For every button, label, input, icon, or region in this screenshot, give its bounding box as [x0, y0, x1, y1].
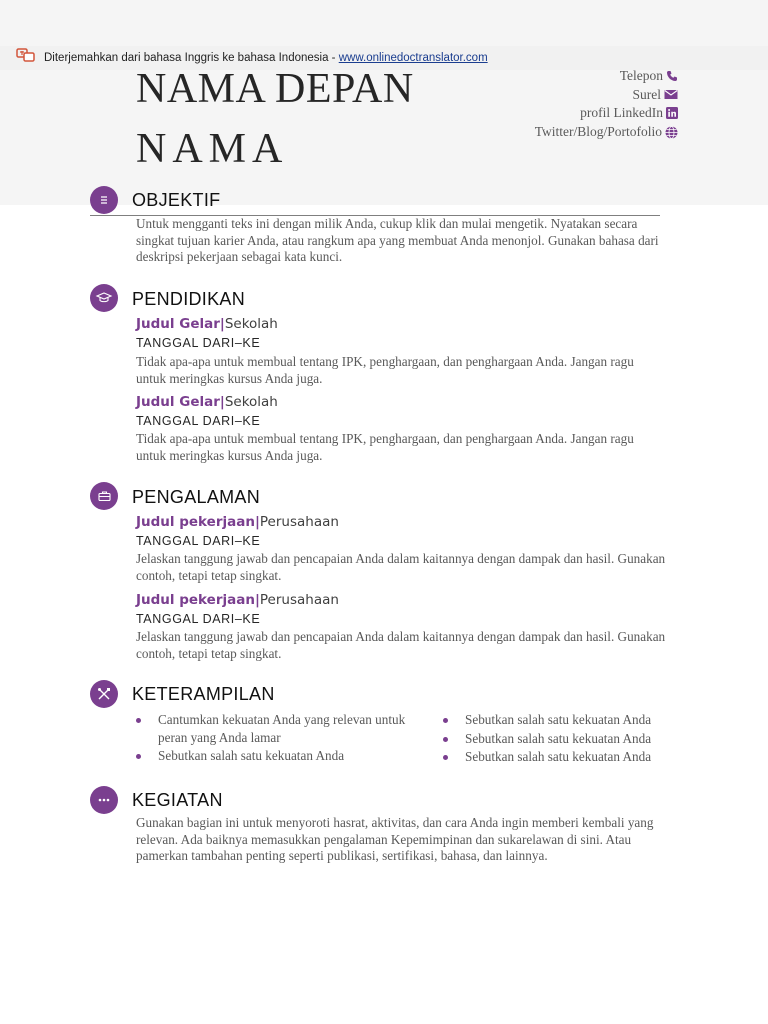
globe-icon	[665, 126, 678, 139]
education-entry-2-desc: Tidak apa-apa untuk membual tentang IPK, penghargaan, dan penghargaan Anda. Jangan ragu untuk meringkas kursus Anda juga.	[136, 431, 634, 463]
objective-text: Untuk mengganti teks ini dengan milik Anda, cukup klik dan mulai mengetik. Nyatakan secara singkat tujuan karier Anda, atau rangkum apa yang membuat Anda menonjol. Gunakan bahasa dari deskripsi pekerjaan sebagai kata kunci.	[136, 216, 659, 265]
education-entry-1-heading: Judul Gelar|Sekolah	[136, 316, 278, 332]
objective-title: OBJEKTIF	[132, 190, 221, 210]
contact-phone[interactable]	[535, 67, 678, 86]
full-name-line2: NAMA	[136, 126, 289, 172]
contact-website[interactable]	[534, 123, 678, 139]
bullet-icon	[443, 718, 448, 723]
briefcase-icon	[90, 482, 118, 510]
education-entry-2-heading: Judul Gelar|Sekolah	[136, 394, 278, 410]
skills-title: KETERAMPILAN	[132, 684, 275, 704]
education-entry-1-desc: Tidak apa-apa untuk membual tentang IPK, penghargaan, dan penghargaan Anda. Jangan ragu untuk meringkas kursus Anda juga.	[136, 354, 634, 386]
bullet-icon	[136, 718, 141, 723]
activities-title: KEGIATAN	[132, 790, 223, 810]
skill-item: Sebutkan salah satu kekuatan Anda	[136, 747, 406, 765]
skill-item: Sebutkan salah satu kekuatan Anda	[443, 730, 683, 748]
skills-right-column	[443, 711, 683, 767]
experience-entry-1-date: TANGGAL DARI–KE	[136, 534, 261, 548]
experience-entry-1-heading: Judul pekerjaan|Perusahaan	[136, 514, 339, 530]
contact-email[interactable]	[535, 86, 678, 105]
experience-title: PENGALAMAN	[132, 487, 261, 507]
company-name: Perusahaan	[259, 514, 339, 530]
bullet-icon	[443, 737, 448, 742]
website-label: Twitter/Blog/Portofolio	[534, 123, 662, 139]
phone-label: Telepon	[619, 68, 663, 83]
translation-text: Diterjemahkan dari bahasa Inggris ke bahasa Indonesia -	[44, 52, 339, 64]
ellipsis-icon	[90, 786, 118, 814]
job-title: Judul pekerjaan	[136, 592, 255, 608]
contact-block	[534, 67, 678, 139]
school-name: Sekolah	[224, 316, 278, 332]
full-name-line1: NAMA DEPAN	[136, 66, 414, 112]
job-title: Judul pekerjaan	[136, 514, 255, 530]
experience-entry-2-desc: Jelaskan tanggung jawab dan pencapaian Anda dalam kaitannya dengan dampak dan hasil. Gunakan contoh, tetapi tetap singkat.	[136, 629, 666, 661]
tools-icon	[90, 680, 118, 708]
company-name: Perusahaan	[259, 592, 339, 608]
contact-linkedin[interactable]	[535, 104, 678, 123]
linkedin-label: profil LinkedIn	[580, 105, 663, 120]
translate-icon	[16, 47, 36, 63]
translator-link[interactable]: www.onlinedoctranslator.com	[338, 52, 488, 64]
experience-entry-2-date: TANGGAL DARI–KE	[136, 612, 261, 626]
bullet-icon	[136, 754, 141, 759]
experience-entry-1-desc: Jelaskan tanggung jawab dan pencapaian Anda dalam kaitannya dengan dampak dan hasil. Gunakan contoh, tetapi tetap singkat.	[136, 551, 666, 583]
envelope-icon	[664, 89, 678, 100]
skill-item: Cantumkan kekuatan Anda yang relevan untuk peran yang Anda lamar	[136, 711, 406, 746]
graduation-cap-icon	[90, 284, 118, 312]
school-name: Sekolah	[224, 394, 278, 410]
email-label: Surel	[632, 86, 661, 102]
skills-left-column	[136, 711, 406, 766]
full-name-line2-clipped	[136, 122, 289, 172]
linkedin-icon	[666, 107, 678, 119]
skill-item: Sebutkan salah satu kekuatan Anda	[443, 748, 683, 766]
education-entry-2-date: TANGGAL DARI–KE	[136, 414, 261, 428]
degree-title: Judul Gelar	[136, 394, 220, 410]
activities-text: Gunakan bagian ini untuk menyoroti hasrat, aktivitas, dan cara Anda ingin memberi kembali yang relevan. Ada baiknya memasukkan pengalaman Kepemimpinan dan sukarelawan di sini. Atau pamerkan tambahan penting seperti publikasi, sertifikasi, bahasa, dan lainnya.	[136, 815, 654, 864]
skill-item: Sebutkan salah satu kekuatan Anda	[443, 711, 683, 729]
education-entry-1-date: TANGGAL DARI–KE	[136, 336, 261, 350]
experience-entry-2-heading: Judul pekerjaan|Perusahaan	[136, 592, 339, 608]
degree-title: Judul Gelar	[136, 316, 220, 332]
bullet-icon	[443, 755, 448, 760]
education-title: PENDIDIKAN	[132, 289, 246, 309]
list-icon	[90, 186, 118, 214]
phone-icon	[666, 70, 678, 82]
